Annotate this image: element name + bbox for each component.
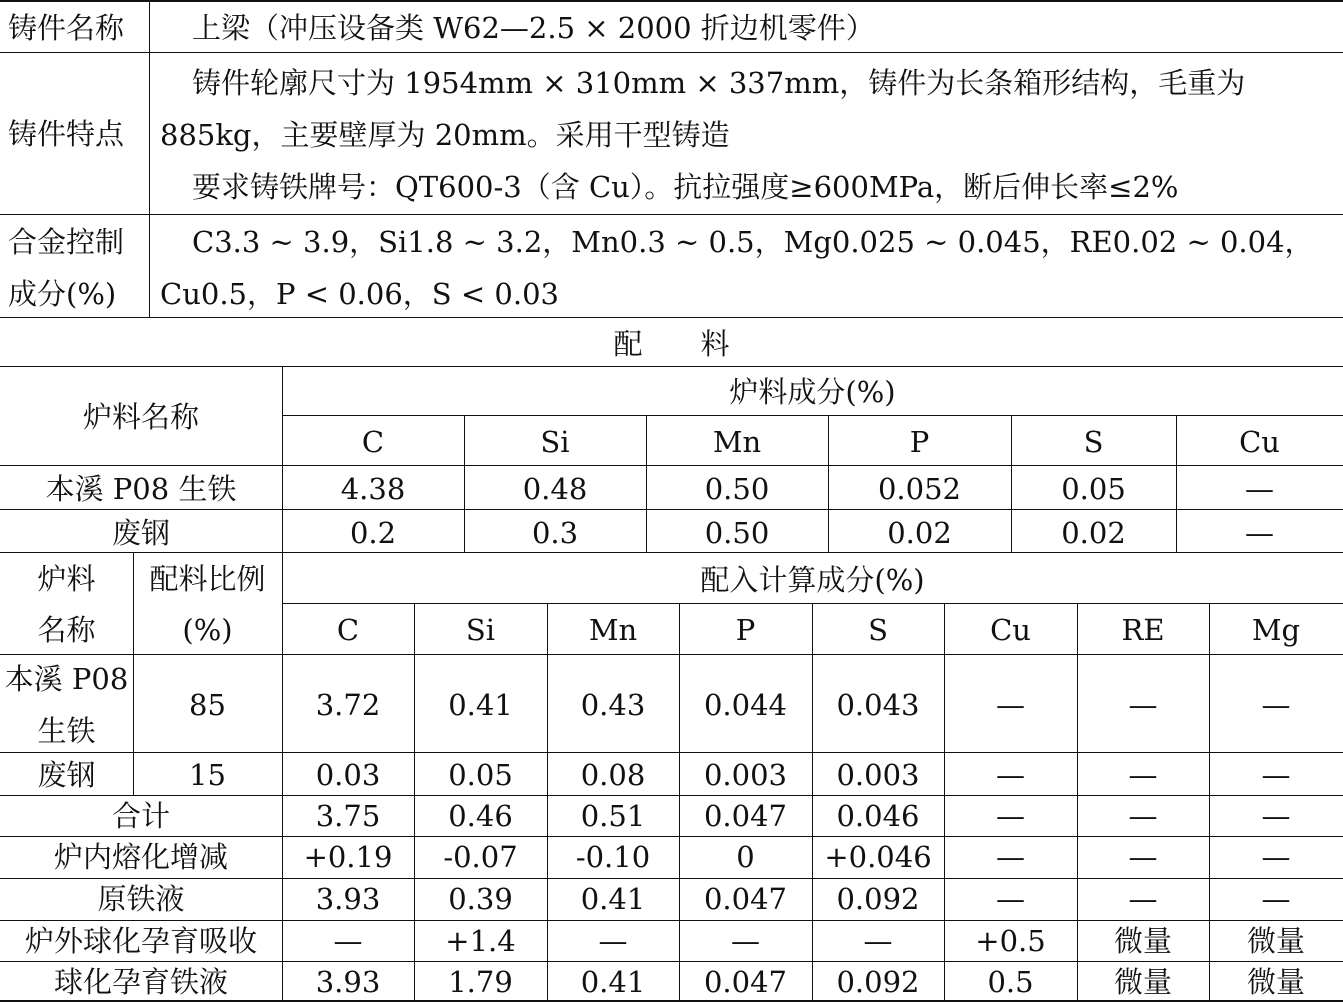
table-rule-horizontal [0, 920, 1343, 921]
calc-row-name: 合计 [111, 799, 170, 833]
table-rule-vertical [944, 603, 945, 1000]
calc-cell-c: 3.93 [315, 882, 381, 916]
calc-cell-re: — [1128, 688, 1158, 722]
calc-col-p: P [735, 613, 756, 647]
calc-cell-si: 1.79 [448, 965, 513, 999]
charge-row-name: 本溪 P08 生铁 [45, 472, 237, 506]
calc-col-c: C [336, 613, 360, 647]
calc-cell-si: 0.41 [448, 688, 513, 722]
charge-col-mn: Mn [712, 425, 762, 459]
calc-cell-cu: — [996, 882, 1025, 916]
charge-col-s: S [1083, 425, 1104, 459]
calc-cell-mg: — [1261, 758, 1291, 792]
table-rule-vertical [282, 552, 283, 1000]
calc-cell-mg: — [1261, 688, 1291, 722]
table-rule-vertical [828, 415, 829, 552]
calc-row-ratio: 15 [189, 758, 226, 792]
table-rule-horizontal [0, 552, 1343, 553]
calc-cell-re: — [1128, 882, 1158, 916]
calc-cell-c: — [333, 924, 363, 958]
table-rule-vertical [149, 0, 150, 317]
calc-cell-re: 微量 [1113, 924, 1172, 958]
table-rule-vertical [1077, 603, 1078, 1000]
table-rule-horizontal [0, 795, 1343, 796]
calc-composition-header: 配入计算成分(%) [700, 563, 925, 597]
table-rule-horizontal [0, 752, 1343, 753]
table-rule-horizontal [0, 654, 1343, 655]
calc-col-re: RE [1121, 613, 1165, 647]
table-rule-vertical [646, 415, 647, 552]
table-rule-horizontal [0, 52, 1343, 53]
calc-col-mn: Mn [588, 613, 638, 647]
calc-cell-cu: 0.5 [987, 965, 1034, 999]
casting-feature-line-2: 885kg，主要壁厚为 20mm。采用干型铸造 [160, 118, 730, 152]
charge-cell-c: 4.38 [340, 472, 406, 506]
calc-cell-p: 0.047 [703, 882, 788, 916]
table-rule-vertical [464, 415, 465, 552]
charge-row-name: 废钢 [111, 516, 170, 550]
calc-name-header-line-2: 名称 [37, 613, 96, 647]
calc-cell-si: +1.4 [445, 924, 516, 958]
table-rule-horizontal [0, 836, 1343, 837]
calc-cell-cu: — [996, 840, 1025, 874]
calc-cell-c: 3.75 [315, 799, 381, 833]
alloy-content-line-1: C3.3 ~ 3.9，Si1.8 ~ 3.2，Mn0.3 ~ 0.5，Mg0.025 ~ 0.045，RE0.02 ~ 0.04， [192, 225, 1314, 259]
batching-title: 配 料 [613, 327, 730, 361]
casting-name-value: 上梁（冲压设备类 W62—2.5 × 2000 折边机零件） [192, 11, 875, 45]
calc-cell-s: 0.046 [836, 799, 920, 833]
casting-name-label: 铸件名称 [8, 11, 125, 45]
table-rule-horizontal [282, 415, 1343, 416]
charge-cell-si: 0.3 [531, 516, 579, 550]
calc-cell-c: 3.93 [315, 965, 381, 999]
table-rule-horizontal [0, 961, 1343, 962]
calc-col-cu: Cu [990, 613, 1031, 647]
charge-col-p: P [909, 425, 930, 459]
table-rule-vertical [1011, 415, 1012, 552]
table-rule-horizontal [0, 317, 1343, 318]
table-rule-vertical [1176, 415, 1177, 552]
calc-cell-p: 0.044 [703, 688, 788, 722]
casting-feature-line-3: 要求铸铁牌号：QT600-3（含 Cu）。抗拉强度≥600MPa，断后伸长率≤2% [192, 170, 1179, 204]
table-rule-horizontal [0, 0, 1343, 2]
alloy-label-line-1: 合金控制 [8, 225, 125, 259]
calc-cell-mg: — [1261, 882, 1291, 916]
calc-cell-cu: — [996, 688, 1025, 722]
calc-cell-mg: — [1261, 799, 1291, 833]
calc-cell-mn: 0.08 [580, 758, 646, 792]
calc-cell-mn: -0.10 [575, 840, 651, 874]
charge-cell-cu: — [1245, 472, 1274, 506]
calc-row-name: 炉外球化孕育吸收 [24, 924, 257, 958]
calc-cell-p: 0.047 [703, 799, 788, 833]
calc-row-name: 原铁液 [97, 882, 185, 916]
charge-cell-si: 0.48 [522, 472, 588, 506]
table-rule-vertical [679, 603, 680, 1000]
calc-cell-mg: — [1261, 840, 1291, 874]
casting-feature-label: 铸件特点 [8, 117, 125, 151]
calc-row-ratio: 85 [189, 688, 226, 722]
calc-cell-si: 0.46 [448, 799, 513, 833]
calc-col-mg: Mg [1251, 613, 1301, 647]
calc-ratio-header-line-1: 配料比例 [149, 562, 266, 596]
calc-cell-c: +0.19 [303, 840, 393, 874]
table-rule-vertical [812, 603, 813, 1000]
calc-cell-si: 0.05 [448, 758, 513, 792]
alloy-label-line-2: 成分(%) [8, 277, 117, 311]
table-rule-horizontal [0, 509, 1343, 510]
calc-cell-re: — [1128, 840, 1158, 874]
calc-row-name: 球化孕育铁液 [53, 965, 228, 999]
calc-row-name-line-1: 本溪 P08 [4, 662, 129, 696]
calc-cell-s: — [863, 924, 893, 958]
charge-name-header: 炉料名称 [82, 400, 199, 434]
charge-cell-cu: — [1245, 516, 1274, 550]
table-rule-vertical [547, 603, 548, 1000]
casting-feature-line-1: 铸件轮廓尺寸为 1954mm × 310mm × 337mm，铸件为长条箱形结构，毛重为 [192, 66, 1246, 100]
table-rule-vertical [414, 603, 415, 1000]
charge-col-cu: Cu [1239, 425, 1280, 459]
calc-cell-mn: 0.41 [580, 882, 646, 916]
table-rule-horizontal [0, 214, 1343, 215]
charge-col-c: C [361, 425, 385, 459]
table-rule-horizontal [0, 366, 1343, 367]
calc-cell-c: 0.03 [315, 758, 381, 792]
calc-cell-p: 0.003 [703, 758, 788, 792]
charge-composition-header: 炉料成分(%) [729, 375, 896, 409]
charge-cell-s: 0.02 [1061, 516, 1126, 550]
calc-ratio-header-line-2: (%) [182, 613, 233, 647]
calc-cell-mn: — [598, 924, 628, 958]
calc-cell-cu: — [996, 799, 1025, 833]
table-rule-horizontal [0, 1000, 1343, 1002]
calc-cell-mn: 0.43 [580, 688, 646, 722]
calc-cell-mn: 0.41 [580, 965, 646, 999]
charge-col-si: Si [540, 425, 570, 459]
table-rule-horizontal [0, 465, 1343, 466]
calc-name-header-line-1: 炉料 [37, 562, 96, 596]
calc-row-name-line-2: 生铁 [37, 714, 96, 748]
calc-cell-si: -0.07 [443, 840, 518, 874]
table-rule-vertical [1209, 603, 1210, 1000]
calc-row-name: 废钢 [37, 758, 96, 792]
calc-cell-cu: +0.5 [975, 924, 1046, 958]
calc-cell-p: 0.047 [703, 965, 788, 999]
calc-cell-s: +0.046 [824, 840, 932, 874]
charge-cell-s: 0.05 [1061, 472, 1126, 506]
calc-cell-s: 0.043 [836, 688, 920, 722]
calc-cell-re: 微量 [1113, 965, 1172, 999]
charge-cell-p: 0.02 [887, 516, 952, 550]
table-rule-horizontal [0, 878, 1343, 879]
table-rule-vertical [282, 366, 283, 552]
calc-row-name: 炉内熔化增减 [53, 840, 228, 874]
calc-col-si: Si [465, 613, 496, 647]
calc-cell-re: — [1128, 758, 1158, 792]
calc-cell-p: — [731, 924, 760, 958]
calc-cell-re: — [1128, 799, 1158, 833]
calc-cell-s: 0.003 [836, 758, 920, 792]
charge-cell-c: 0.2 [349, 516, 397, 550]
table-rule-vertical [133, 552, 134, 795]
calc-cell-mg: 微量 [1246, 965, 1305, 999]
calc-cell-p: 0 [736, 840, 755, 874]
calc-cell-mn: 0.51 [580, 799, 646, 833]
charge-cell-p: 0.052 [877, 472, 962, 506]
calc-cell-si: 0.39 [448, 882, 513, 916]
charge-cell-mn: 0.50 [704, 516, 770, 550]
calc-cell-c: 3.72 [315, 688, 381, 722]
calc-cell-mg: 微量 [1246, 924, 1305, 958]
calc-col-s: S [868, 613, 888, 647]
calc-cell-cu: — [996, 758, 1025, 792]
calc-cell-s: 0.092 [836, 882, 920, 916]
charge-cell-mn: 0.50 [704, 472, 770, 506]
calc-cell-s: 0.092 [836, 965, 920, 999]
alloy-content-line-2: Cu0.5，P < 0.06，S < 0.03 [160, 277, 559, 311]
